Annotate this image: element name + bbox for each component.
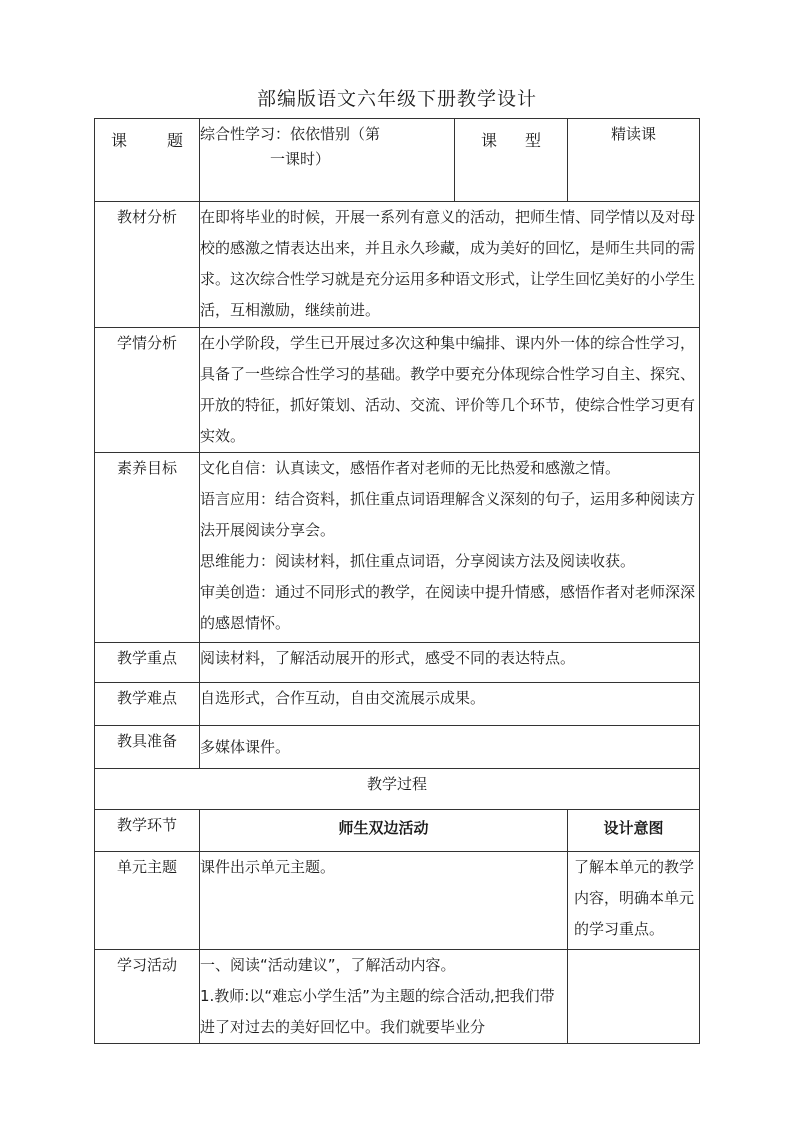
subject-label-char-1: 课 — [111, 131, 128, 150]
col-intent-header: 设计意图 — [568, 810, 700, 852]
subject-value-cell — [200, 119, 455, 202]
section-text: 在小学阶段，学生已开展过多次这种集中编排、课内外一体的综合性学习，具备了一些综合性学习的基础。教学中要充分体现综合性学习自主、探究、开放的特征，抓好策划、活动、交流、评价等几个环节，使综合性学习更有实效。 — [200, 328, 700, 453]
section-text: 多媒体课件。 — [200, 726, 700, 769]
subject-label-char-2: 题 — [166, 131, 183, 150]
section-label: 教学难点 — [95, 683, 200, 726]
activity-line: 课件出示单元主题。 — [200, 858, 336, 876]
goal-item: 文化自信：认真读文，感悟作者对老师的无比热爱和感激之情。 — [200, 459, 621, 477]
type-label-char-1: 课 — [481, 131, 498, 150]
section-row-textbook — [95, 202, 700, 328]
section-text: 阅读材料，了解活动展开的形式，感受不同的表达特点。 — [200, 643, 700, 683]
stage-label: 单元主题 — [95, 852, 200, 950]
subject-value-line2: 一课时） — [270, 150, 331, 168]
section-label: 教学重点 — [95, 643, 200, 683]
subject-label-cell — [95, 119, 200, 202]
type-label-cell — [455, 119, 568, 202]
col-stage-header: 教学环节 — [95, 810, 200, 852]
section-row-goals — [95, 453, 700, 643]
process-row — [95, 950, 700, 1044]
type-value-cell: 精读课 — [568, 119, 700, 202]
col-activity-header: 师生双边活动 — [200, 810, 568, 852]
goal-item: 审美创造：通过不同形式的教学，在阅读中提升情感，感悟作者对老师深深的感恩情怀。 — [200, 583, 696, 632]
section-label: 教具准备 — [95, 726, 200, 769]
section-row-focus — [95, 643, 700, 683]
subject-value-line1: 综合性学习：依依惜别（第 — [200, 125, 381, 143]
section-label: 教材分析 — [95, 202, 200, 328]
process-row — [95, 852, 700, 950]
process-header-row — [95, 810, 700, 852]
header-row — [95, 119, 700, 202]
intent-cell — [568, 950, 700, 1044]
stage-label: 学习活动 — [95, 950, 200, 1044]
process-title: 教学过程 — [95, 769, 700, 810]
page-title: 部编版语文六年级下册教学设计 — [256, 88, 537, 110]
section-text: 在即将毕业的时候，开展一系列有意义的活动，把师生情、同学情以及对母校的感激之情表达出来，并且永久珍藏，成为美好的回忆，是师生共同的需求。这次综合性学习就是充分运用多种语文形式，让学生回忆美好的小学生活，互相激励，继续前进。 — [200, 202, 700, 328]
section-label: 学情分析 — [95, 328, 200, 453]
type-label-char-2: 型 — [524, 131, 541, 150]
process-title-row — [95, 769, 700, 810]
activity-line: 一、阅读“活动建议”，了解活动内容。 — [200, 956, 456, 974]
lesson-plan-table — [94, 118, 700, 1044]
section-label: 素养目标 — [95, 453, 200, 643]
activity-cell — [200, 852, 568, 950]
section-row-materials — [95, 726, 700, 769]
section-row-difficulty — [95, 683, 700, 726]
activity-line: 1.教师:以“难忘小学生活”为主题的综合活动,把我们带进了对过去的美好回忆中。我们就要毕业分 — [200, 987, 555, 1036]
section-row-students — [95, 328, 700, 453]
section-text: 自选形式，合作互动，自由交流展示成果。 — [200, 683, 700, 726]
intent-cell: 了解本单元的教学内容，明确本单元的学习重点。 — [568, 852, 700, 950]
goals-cell — [200, 453, 700, 643]
goal-item: 思维能力：阅读材料，抓住重点词语，分享阅读方法及阅读收获。 — [200, 552, 636, 570]
goal-item: 语言应用：结合资料，抓住重点词语理解含义深刻的句子，运用多种阅读方法开展阅读分享会。 — [200, 490, 696, 539]
activity-cell — [200, 950, 568, 1044]
